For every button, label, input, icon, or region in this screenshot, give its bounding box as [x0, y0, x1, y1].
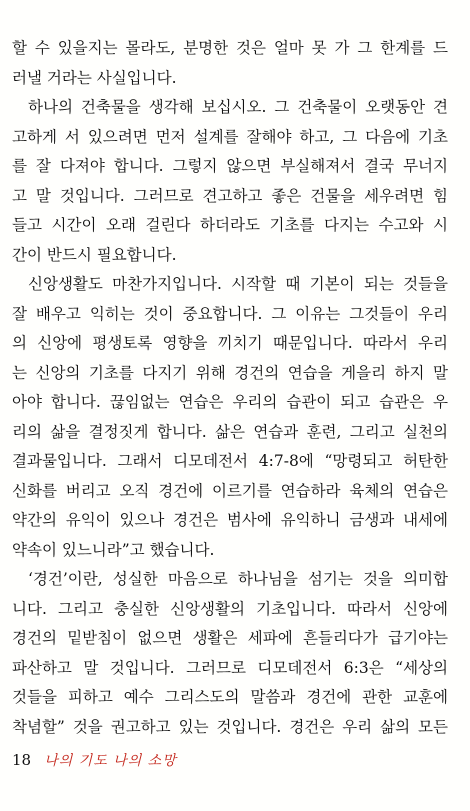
text-line: 러낼 거라는 사실입니다.: [12, 68, 177, 87]
text-line: 착념할” 것을 권고하고 있는 것입니다. 경건은 우리 삶의 모든: [12, 717, 448, 736]
text-line: 약속이 있느니라”고 했습니다.: [12, 540, 215, 559]
text-line: 간이 반드시 필요합니다.: [12, 245, 177, 264]
text-line: 잘 배우고 익히는 것이 중요합니다. 그 이유는 그것들이 우리: [12, 304, 448, 323]
text-line: 고 말 것입니다. 그러므로 견고하고 좋은 건물을 세우려면 힘: [12, 186, 448, 205]
text-line: 아야 합니다. 끊임없는 연습은 우리의 습관이 되고 습관은 우: [12, 393, 448, 411]
text-line: ‘경건’이란, 성실한 마음으로 하나님을 섬기는 것을 의미합: [28, 570, 448, 588]
text-line: 니다. 그리고 충실한 신앙생활의 기초입니다. 따라서 신앙에: [12, 599, 448, 618]
text-line: 의 신앙에 평생토록 영향을 끼치기 때문입니다. 따라서 우리: [12, 334, 448, 352]
text-line: 신앙생활도 마찬가지입니다. 시작할 때 기본이 되는 것들을: [28, 275, 448, 293]
running-title: 나의 기도 나의 소망: [44, 753, 177, 769]
text-line: 약간의 유익이 있으나 경건은 범사에 유익하니 금생과 내세에: [12, 511, 448, 529]
text-line: 결과물입니다. 그래서 디모데전서 4:7-8에 “망령되고 허탄한: [12, 452, 448, 470]
text-line: 고하게 서 있으려면 먼저 설계를 잘해야 하고, 그 다음에 기초: [12, 127, 448, 146]
body-text: [12, 34, 448, 742]
page-footer: [12, 748, 177, 772]
text-line: 파산하고 말 것입니다. 그러므로 디모데전서 6:3은 “세상의: [12, 658, 448, 677]
text-line: 할 수 있을지는 몰라도, 분명한 것은 얼마 못 가 그 한계를 드: [12, 39, 448, 57]
text-line: 리의 삶을 결정짓게 합니다. 삶은 연습과 훈련, 그리고 실천의: [12, 422, 448, 441]
text-line: 는 신앙의 기초를 다지기 위해 경건의 연습을 게을리 하지 말: [12, 363, 448, 382]
page-number: 18: [12, 751, 32, 769]
text-line: 들고 시간이 오래 걸린다 하더라도 기초를 다지는 수고와 시: [12, 216, 448, 234]
text-line: 것들을 피하고 예수 그리스도의 말씀과 경건에 관한 교훈에: [12, 688, 448, 706]
text-line: 신화를 버리고 오직 경건에 이르기를 연습하라 육체의 연습은: [12, 481, 448, 500]
text-line: 하나의 건축물을 생각해 보십시오. 그 건축물이 오랫동안 견: [28, 98, 448, 116]
text-line: 를 잘 다져야 합니다. 그렇지 않으면 부실해져서 결국 무너지: [12, 157, 448, 175]
text-line: 경건의 밑받침이 없으면 생활은 세파에 흔들리다가 급기야는: [12, 629, 448, 647]
